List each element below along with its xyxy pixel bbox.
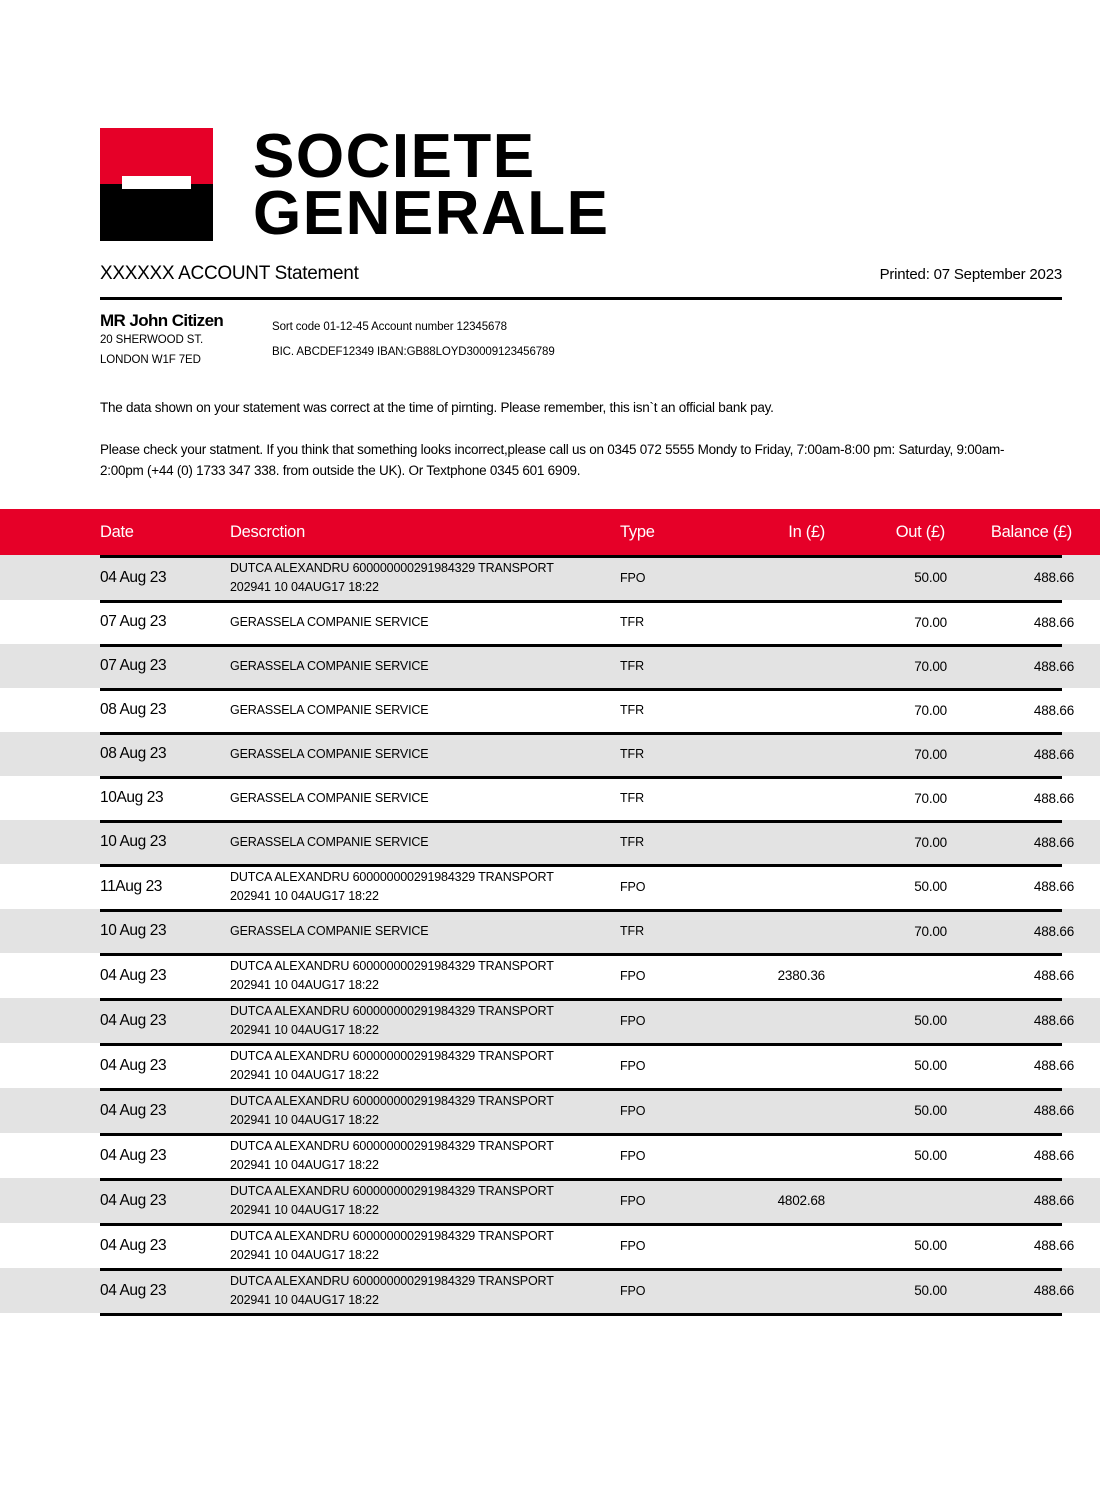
cell-type: FPO [620,1103,646,1118]
cell-type: TFR [620,615,644,629]
cell-type: FPO [620,1193,646,1208]
account-details-block [272,315,872,366]
row-divider [100,1178,1062,1181]
row-divider [100,644,1062,647]
customer-address-line-2: LONDON W1F 7ED [100,353,201,366]
cell-description [230,833,620,851]
cell-date: 04 Aug 23 [100,966,167,984]
column-header-in: In (£) [788,522,825,541]
cell-description [230,657,620,675]
row-divider [100,1133,1062,1136]
cell-date: 10Aug 23 [100,789,164,806]
description-line-2: 202941 10 04AUG17 18:22 [230,977,379,992]
table-row [0,1178,1100,1223]
cell-type: TFR [620,835,644,849]
row-divider [100,909,1062,912]
description-line-2: 202941 10 04AUG17 18:22 [230,1292,379,1307]
cell-date: 04 Aug 23 [100,1281,167,1299]
row-divider [100,1088,1062,1091]
table-row [0,1133,1100,1178]
brand-wordmark-line-1: SOCIETE [253,122,536,191]
account-sort-and-number: Sort code 01-12-45 Account number 12345678 [272,321,507,333]
logo-black-half [100,184,213,241]
row-divider [100,776,1062,779]
table-row [0,1268,1100,1313]
cell-balance: 488.66 [1033,658,1074,674]
cell-out-amount: 50.00 [914,1238,947,1253]
description-line-1: DUTCA ALEXANDRU 600000000291984329 TRANSPORT [230,1274,554,1289]
table-row [0,864,1100,909]
cell-date: 04 Aug 23 [100,1146,167,1164]
cell-description [230,559,620,595]
cell-date: 04 Aug 23 [100,1191,167,1209]
description-line-2: 202941 10 04AUG17 18:22 [230,888,379,903]
description-line-1: GERASSELA COMPANIE SERVICE [230,790,429,805]
cell-date: 08 Aug 23 [100,745,167,762]
description-line-1: GERASSELA COMPANIE SERVICE [230,923,429,938]
row-divider [100,820,1062,823]
row-divider [100,1268,1062,1271]
cell-out-amount: 70.00 [914,923,947,939]
row-divider [100,555,1062,558]
cell-balance: 488.66 [1033,614,1074,630]
cell-out-amount: 50.00 [914,1103,947,1118]
table-header-row [0,509,1100,555]
row-divider [100,732,1062,735]
cell-out-amount: 70.00 [914,834,947,850]
cell-balance: 488.66 [1033,1193,1074,1208]
table-row [0,953,1100,998]
description-line-1: DUTCA ALEXANDRU 600000000291984329 TRANSPORT [230,1139,554,1154]
statement-header [100,263,1062,285]
description-line-1: DUTCA ALEXANDRU 600000000291984329 TRANSPORT [230,959,554,974]
cell-date: 10 Aug 23 [100,833,167,850]
cell-type: FPO [620,1013,646,1028]
cell-description [230,957,620,993]
description-line-1: DUTCA ALEXANDRU 600000000291984329 TRANSPORT [230,1004,554,1019]
table-row [0,555,1100,600]
cell-out-amount: 70.00 [914,790,947,806]
cell-type: TFR [620,747,644,761]
cell-balance: 488.66 [1033,790,1074,806]
cell-balance: 488.66 [1033,1148,1074,1163]
printed-date: Printed: 07 September 2023 [879,266,1062,283]
logo-white-bar [122,176,191,189]
cell-in-amount: 2380.36 [777,968,825,983]
cell-description [230,1092,620,1128]
description-line-1: GERASSELA COMPANIE SERVICE [230,614,429,629]
column-header-type: Type [620,522,655,541]
description-line-2: 202941 10 04AUG17 18:22 [230,1202,379,1217]
page-title: XXXXXX ACCOUNT Statement [100,263,359,284]
cell-description [230,613,620,631]
row-divider [100,953,1062,956]
table-row [0,1223,1100,1268]
description-line-1: DUTCA ALEXANDRU 600000000291984329 TRANSPORT [230,870,554,885]
description-line-2: 202941 10 04AUG17 18:22 [230,1022,379,1037]
cell-balance: 488.66 [1033,879,1074,894]
cell-type: FPO [620,1058,646,1073]
description-line-1: DUTCA ALEXANDRU 600000000291984329 TRANSPORT [230,561,554,576]
brand-wordmark [253,122,610,249]
cell-out-amount: 50.00 [914,1058,947,1073]
column-header-balance: Balance (£) [990,522,1072,541]
row-divider [100,1223,1062,1226]
cell-balance: 488.66 [1033,702,1074,718]
table-row [0,688,1100,732]
description-line-1: GERASSELA COMPANIE SERVICE [230,658,429,673]
cell-balance: 488.66 [1033,570,1074,585]
account-bic-iban: BIC. ABCDEF12349 IBAN:GB88LOYD30009123456789 [272,346,555,359]
row-divider [100,864,1062,867]
cell-type: TFR [620,924,644,938]
row-divider [100,688,1062,691]
cell-description [230,701,620,719]
column-header-description: Descrction [230,522,305,541]
table-row [0,600,1100,644]
cell-type: TFR [620,791,644,805]
description-line-2: 202941 10 04AUG17 18:22 [230,1157,379,1172]
table-row [0,1043,1100,1088]
cell-in-amount: 4802.68 [777,1193,825,1208]
societe-generale-logo-icon [100,128,213,241]
description-line-1: DUTCA ALEXANDRU 600000000291984329 TRANSPORT [230,1049,554,1064]
description-line-1: GERASSELA COMPANIE SERVICE [230,702,429,717]
cell-out-amount: 50.00 [914,1013,947,1028]
cell-type: FPO [620,968,646,983]
row-divider [100,600,1062,603]
description-line-2: 202941 10 04AUG17 18:22 [230,1247,379,1262]
table-row [0,820,1100,864]
cell-description [230,745,620,763]
cell-balance: 488.66 [1033,746,1074,762]
table-bottom-divider [100,1313,1062,1316]
cell-type: FPO [620,1283,646,1298]
row-divider [100,998,1062,1001]
cell-date: 04 Aug 23 [100,1056,167,1074]
cell-out-amount: 70.00 [914,702,947,718]
cell-balance: 488.66 [1033,968,1074,983]
customer-address-line-1: 20 SHERWOOD ST. [100,334,204,347]
row-divider [100,1043,1062,1046]
cell-date: 11Aug 23 [100,877,163,895]
cell-description [230,789,620,807]
cell-type: FPO [620,570,646,585]
cell-type: TFR [620,703,644,717]
cell-type: FPO [620,879,646,894]
table-row [0,909,1100,953]
cell-balance: 488.66 [1033,1058,1074,1073]
notice-accuracy: The data shown on your statement was correct at the time of pirnting. Please remember, this isn`t an official bank pay. [100,400,774,415]
cell-out-amount: 50.00 [914,1148,947,1163]
table-row [0,776,1100,820]
description-line-1: DUTCA ALEXANDRU 600000000291984329 TRANSPORT [230,1229,554,1244]
description-line-1: DUTCA ALEXANDRU 600000000291984329 TRANSPORT [230,1094,554,1109]
notice-contact: Please check your statment. If you think that something looks incorrect,please call us on 0345 072 5555 Mondy to Friday, 7:00am-8:00 pm: Saturday, 9:00am-2:00pm (+44 (0) 1733 347 338. from outside the UK). Or Textphone 0345 601 6909. [100,442,1005,478]
description-line-1: GERASSELA COMPANIE SERVICE [230,746,429,761]
transactions-table [0,509,1100,1313]
cell-out-amount: 70.00 [914,614,947,630]
description-line-2: 202941 10 04AUG17 18:22 [230,579,379,594]
cell-date: 04 Aug 23 [100,1101,167,1119]
cell-balance: 488.66 [1033,1283,1074,1298]
cell-type: TFR [620,659,644,673]
brand-wordmark-line-2: GENERALE [253,179,610,249]
cell-balance: 488.66 [1033,1103,1074,1118]
description-line-2: 202941 10 04AUG17 18:22 [230,1112,379,1127]
cell-description [230,1002,620,1038]
table-row [0,732,1100,776]
description-line-2: 202941 10 04AUG17 18:22 [230,1067,379,1082]
cell-balance: 488.66 [1033,923,1074,939]
cell-date: 04 Aug 23 [100,568,167,586]
cell-description [230,1227,620,1263]
table-body [0,555,1100,1313]
cell-balance: 488.66 [1033,1013,1074,1028]
cell-out-amount: 50.00 [914,570,947,585]
cell-balance: 488.66 [1033,834,1074,850]
cell-date: 04 Aug 23 [100,1236,167,1254]
description-line-1: DUTCA ALEXANDRU 600000000291984329 TRANSPORT [230,1184,554,1199]
table-row [0,998,1100,1043]
cell-out-amount: 50.00 [914,879,947,894]
cell-date: 07 Aug 23 [100,657,167,674]
cell-date: 08 Aug 23 [100,701,167,718]
cell-date: 04 Aug 23 [100,1011,167,1029]
cell-description [230,922,620,940]
header-divider [100,297,1062,300]
cell-type: FPO [620,1238,646,1253]
table-row [0,1088,1100,1133]
cell-description [230,868,620,904]
description-line-1: GERASSELA COMPANIE SERVICE [230,834,429,849]
column-header-out: Out (£) [895,522,945,541]
cell-description [230,1047,620,1083]
cell-date: 07 Aug 23 [100,613,167,630]
cell-type: FPO [620,1148,646,1163]
table-row [0,644,1100,688]
cell-description [230,1182,620,1218]
cell-out-amount: 50.00 [914,1283,947,1298]
customer-name: MR John Citizen [100,311,224,330]
cell-out-amount: 70.00 [914,746,947,762]
cell-date: 10 Aug 23 [100,922,167,939]
brand-logo [100,122,610,249]
cell-description [230,1137,620,1173]
cell-out-amount: 70.00 [914,658,947,674]
cell-balance: 488.66 [1033,1238,1074,1253]
cell-description [230,1272,620,1308]
column-header-date: Date [100,522,134,541]
